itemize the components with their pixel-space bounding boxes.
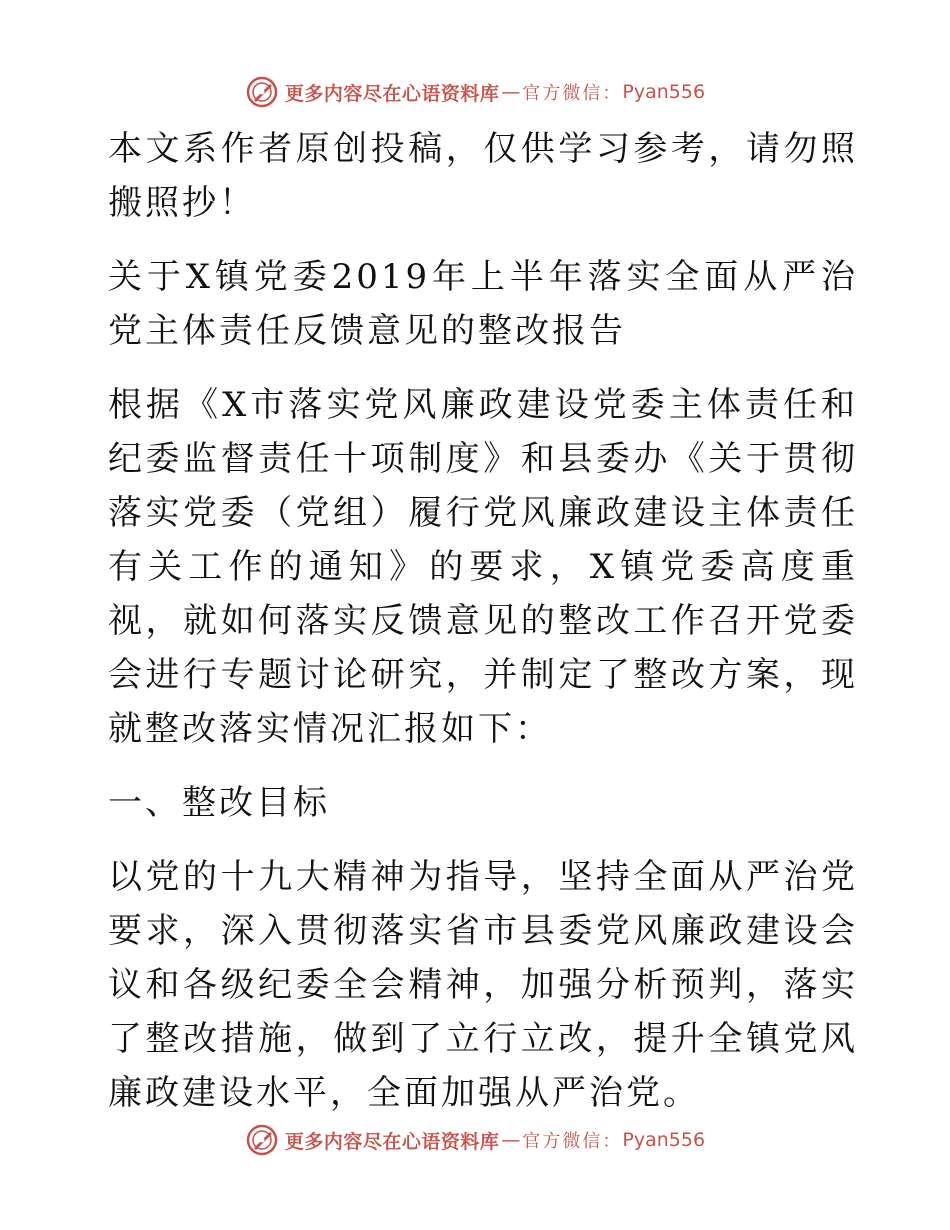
brand-logo-icon bbox=[245, 1123, 279, 1157]
watermark-wechat-label: 官方微信： bbox=[522, 83, 623, 104]
brand-logo-icon bbox=[245, 75, 279, 109]
document-title: 关于X镇党委2019年上半年落实全面从严治党主体责任反馈意见的整改报告 bbox=[108, 257, 858, 351]
section-body-goals: 以党的十九大精神为指导，坚持全面从严治党要求，深入贯彻落实省市县委党风廉政建设会议和各级纪委全会精神，加强分析预判，落实了整改措施，做到了立行立改，提升全镇党风廉政建设水平，全面加强从严治党。 bbox=[108, 857, 858, 1113]
copyright-notice: 本文系作者原创投稿，仅供学习参考，请勿照搬照抄！ bbox=[108, 129, 858, 223]
watermark-wechat-id: Pyan556 bbox=[622, 81, 706, 103]
watermark-site-text: 更多内容尽在心语资料库 bbox=[284, 1130, 500, 1153]
intro-paragraph: 根据《X市落实党风廉政建设党委主体责任和纪委监督责任十项制度》和县委办《关于贯彻落实党委（党组）履行党风廉政建设主体责任有关工作的通知》的要求，X镇党委高度重视，就如何落实反馈意见的整改工作召开党委会进行专题讨论研究，并制定了整改方案，现就整改落实情况汇报如下： bbox=[108, 385, 858, 749]
section-heading-goals: 一、整改目标 bbox=[108, 783, 330, 823]
watermark-wechat-label: 官方微信： bbox=[522, 1131, 623, 1152]
watermark-dash: — bbox=[501, 81, 521, 103]
document-body bbox=[98, 122, 858, 1140]
watermark-dash: — bbox=[501, 1129, 521, 1151]
watermark-wechat-id: Pyan556 bbox=[622, 1129, 706, 1151]
watermark-site-text: 更多内容尽在心语资料库 bbox=[284, 82, 500, 105]
footer-watermark bbox=[0, 1120, 950, 1160]
header-watermark bbox=[0, 72, 950, 112]
